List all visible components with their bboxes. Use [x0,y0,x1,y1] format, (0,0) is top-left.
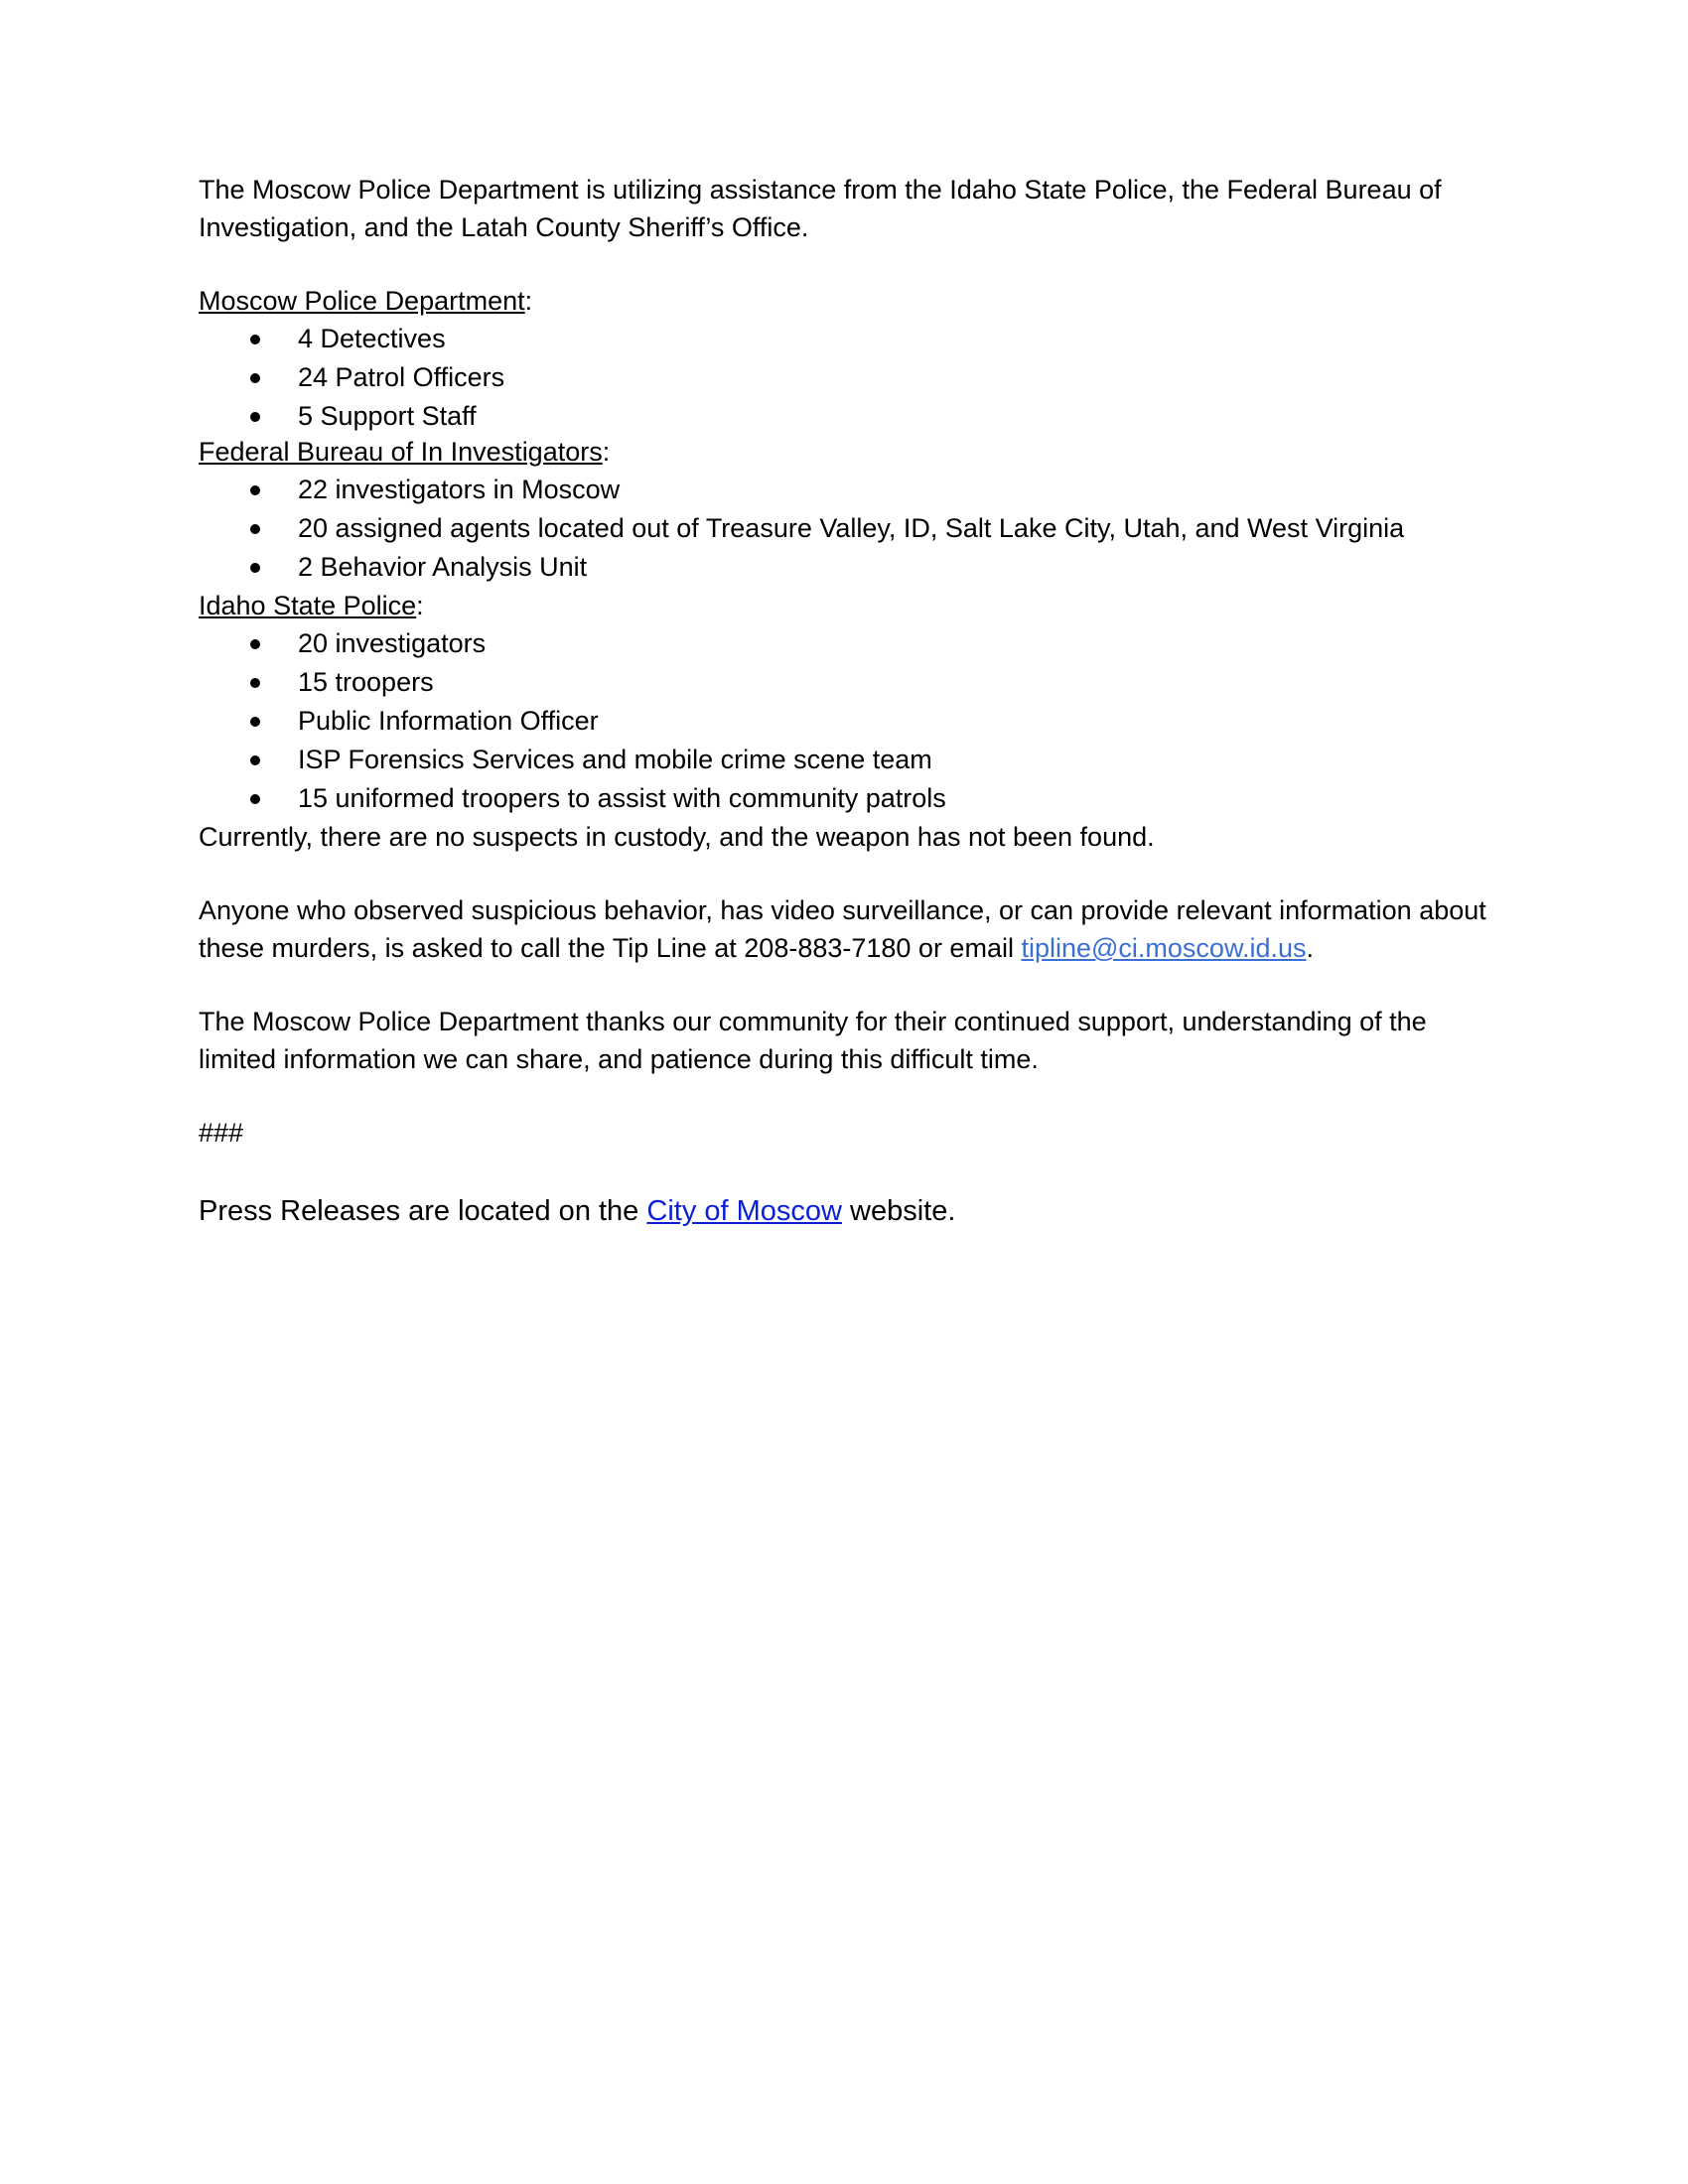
thanks-paragraph: The Moscow Police Department thanks our community for their continued support, understanding of the limited information we can share, and patience during this difficult time. [199,1007,1427,1074]
section-heading: Idaho State Police [199,591,417,620]
heading-colon: : [602,437,611,467]
footer-line: Press Releases are located on the City of Moscow website. [199,1195,956,1227]
list-item: 2 Behavior Analysis Unit [199,548,1509,587]
list-item: 20 assigned agents located out of Treasure Valley, ID, Salt Lake City, Utah, and West Virginia [199,509,1509,548]
list-item: 24 Patrol Officers [199,358,1509,397]
bullet-icon [250,639,260,649]
bullet-icon [250,412,260,422]
end-mark: ### [199,1118,244,1148]
tipline-email-link[interactable]: tipline@ci.moscow.id.us [1021,933,1307,963]
heading-colon: : [524,286,533,316]
bullet-icon [250,524,260,534]
tip-paragraph: Anyone who observed suspicious behavior, has video surveillance, or can provide relevant information about these murders, is asked to call the Tip Line at 208-883-7180 or email tipline@ci.moscow.id.us. [199,895,1486,963]
bullet-list [199,471,1509,587]
section-moscow-police [199,282,1509,436]
list-item: 4 Detectives [199,320,1509,358]
bullet-list [199,624,1509,818]
bullet-icon [250,335,260,344]
section-heading: Moscow Police Department [199,286,525,316]
list-item: 22 investigators in Moscow [199,471,1509,509]
list-item: 20 investigators [199,624,1509,663]
bullet-icon [250,794,260,804]
section-idaho-state-police [199,587,1509,818]
bullet-icon [250,755,260,765]
bullet-icon [250,678,260,688]
intro-paragraph: The Moscow Police Department is utilizing assistance from the Idaho State Police, the Federal Bureau of Investigation, and the Latah County Sheriff’s Office. [199,175,1442,242]
press-release-page [199,171,1509,1231]
list-item: 5 Support Staff [199,397,1509,436]
section-fbi [199,433,1509,587]
status-paragraph: Currently, there are no suspects in custody, and the weapon has not been found. [199,822,1155,852]
list-item: ISP Forensics Services and mobile crime scene team [199,741,1509,779]
bullet-icon [250,485,260,495]
bullet-icon [250,373,260,383]
list-item: Public Information Officer [199,702,1509,741]
heading-colon: : [416,591,424,620]
bullet-list [199,320,1509,436]
bullet-icon [250,717,260,727]
list-item: 15 uniformed troopers to assist with community patrols [199,779,1509,818]
city-of-moscow-link[interactable]: City of Moscow [646,1195,842,1227]
section-heading: Federal Bureau of In Investigators [199,437,603,467]
bullet-icon [250,563,260,573]
list-item: 15 troopers [199,663,1509,702]
